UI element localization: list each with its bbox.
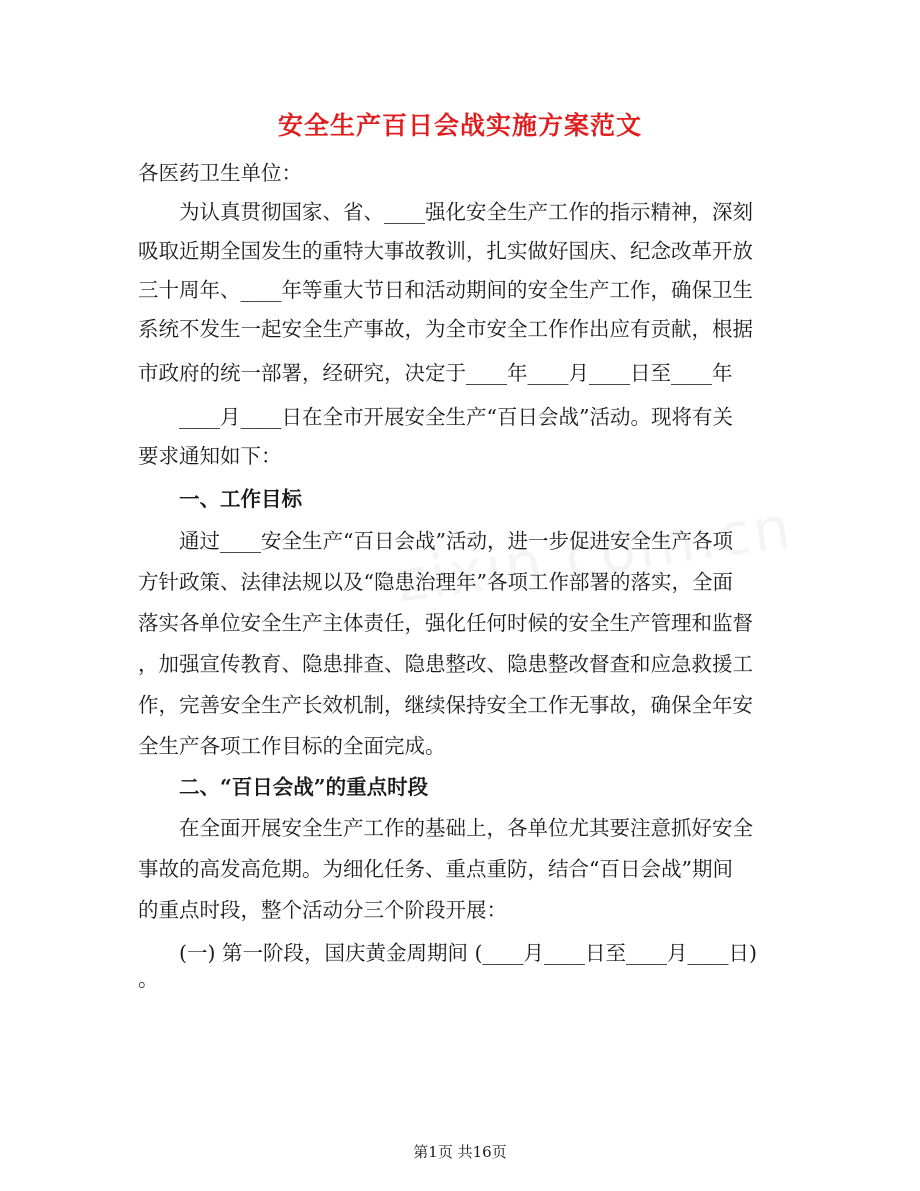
- section-heading-2: 二、“百日会战”的重点时段: [138, 775, 429, 799]
- document-title: 安全生产百日会战实施方案范文: [277, 111, 642, 140]
- body-line: 各医药卫生单位：: [138, 161, 302, 185]
- body-line: 市政府的统一部署，经研究，决定于____年____月____日至____年: [138, 361, 733, 385]
- body-line: 系统不发生一起安全生产事故，为全市安全工作作出应有贡献，根据: [138, 317, 753, 341]
- body-line: (一) 第一阶段，国庆黄金周期间 (____月____日至____月____日): [138, 941, 758, 965]
- body-line: 落实各单位安全生产主体责任，强化任何时候的安全生产管理和监督: [138, 611, 753, 635]
- body-line: 全生产各项工作目标的全面完成。: [138, 734, 446, 758]
- body-line: 要求通知如下：: [138, 444, 282, 468]
- body-line: 通过____安全生产“百日会战”活动，进一步促进安全生产各项: [138, 529, 733, 553]
- body-line: 吸取近期全国发生的重特大事故教训，扎实做好国庆、纪念改革开放: [138, 239, 753, 263]
- section-heading-1: 一、工作目标: [138, 487, 302, 511]
- body-line: 作，完善安全生产长效机制，继续保持安全工作无事故，确保全年安: [138, 693, 753, 717]
- body-line: 事故的高发高危期。为细化任务、重点重防，结合“百日会战”期间: [138, 857, 733, 881]
- page-footer: 第1页 共16页: [413, 1143, 507, 1161]
- body-line: 的重点时段，整个活动分三个阶段开展：: [138, 898, 507, 922]
- body-line: ____月____日在全市开展安全生产“百日会战”活动。现将有关: [138, 405, 733, 429]
- body-line: ，加强宣传教育、隐患排查、隐患整改、隐患整改督查和应急救援工: [138, 652, 753, 676]
- body-line: 方针政策、法律法规以及“隐患治理年”各项工作部署的落实，全面: [138, 570, 733, 594]
- body-line: 为认真贯彻国家、省、____强化安全生产工作的指示精神，深刻: [138, 200, 753, 224]
- body-line: 三十周年、____年等重大节日和活动期间的安全生产工作，确保卫生: [138, 278, 753, 302]
- body-line: 在全面开展安全生产工作的基础上，各单位尤其要注意抓好安全: [138, 816, 753, 840]
- body-line: 。: [138, 967, 159, 991]
